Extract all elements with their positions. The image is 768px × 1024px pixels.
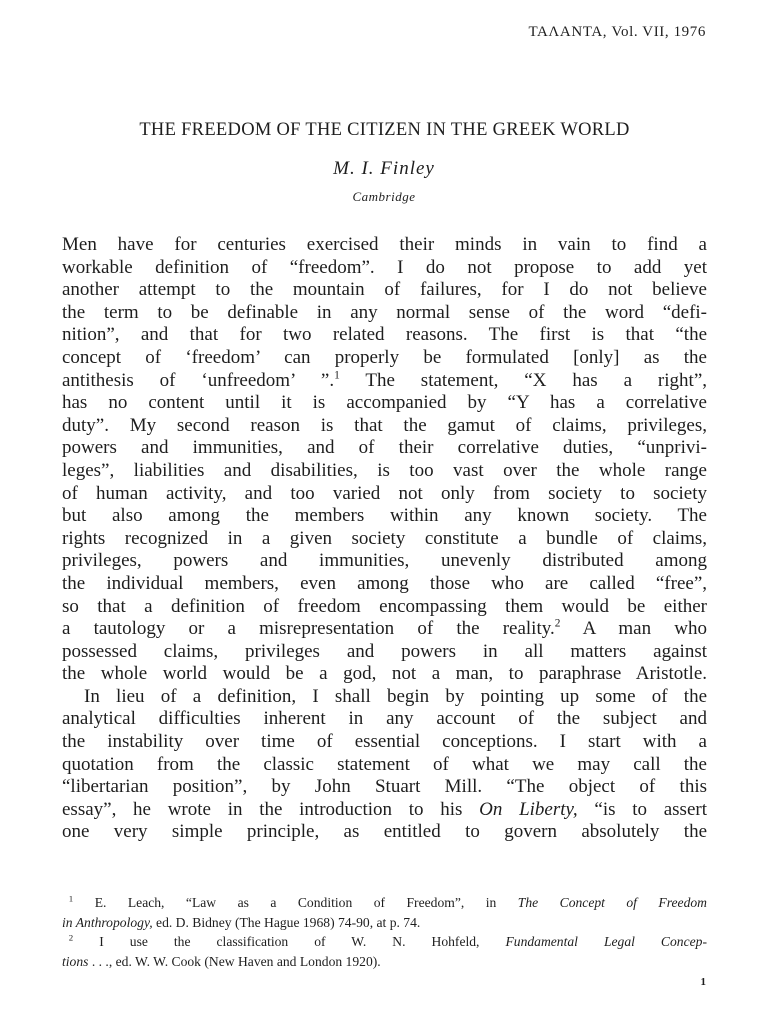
body-text-segment: The statement, “X has a right”, bbox=[339, 369, 707, 391]
body-line: has no content until it is accompanied by “Y has a correlative bbox=[62, 392, 707, 414]
footnote-1-number: 1 bbox=[68, 893, 74, 904]
footnote-2-book-title-cont: tions bbox=[62, 953, 89, 969]
body-line: of human activity, and too varied not only from society to society bbox=[62, 482, 707, 504]
body-line: one very simple principle, as entitled to govern absolutely the bbox=[62, 821, 707, 843]
body-line: powers and immunities, and of their correlative duties, “unprivi- bbox=[62, 437, 707, 459]
footnote-2-text: I use the classification of W. N. Hohfeld, bbox=[99, 934, 506, 949]
body-line: possessed claims, privileges and powers in all matters against bbox=[62, 640, 707, 662]
author-affiliation: Cambridge bbox=[352, 189, 416, 204]
footnote-reference[interactable]: 2 bbox=[554, 617, 561, 630]
footnote-1-text: E. Leach, “Law as a Condition of Freedom”, in bbox=[94, 895, 518, 910]
body-line: duty”. My second reason is that the gamut of claims, privileges, bbox=[62, 414, 707, 436]
footnote-1-book-title: The Concept of Freedom bbox=[517, 895, 707, 910]
body-text-segment: essay”, he wrote in the introduction to his bbox=[62, 798, 480, 820]
body-line: so that a definition of freedom encompassing them would be either bbox=[62, 595, 707, 617]
article-title: THE FREEDOM OF THE CITIZEN IN THE GREEK WORLD bbox=[139, 120, 630, 140]
body-line: Men have for centuries exercised their minds in vain to find a bbox=[62, 234, 707, 255]
body-line bbox=[62, 618, 707, 641]
body-line: the term to be definable in any normal sense of the word “defi- bbox=[62, 301, 707, 323]
body-line: “libertarian position”, by John Stuart Mill. “The object of this bbox=[62, 776, 707, 798]
body-line: another attempt to the mountain of failures, for I do not believe bbox=[62, 279, 707, 301]
article-body bbox=[62, 234, 707, 844]
body-line: privileges, powers and immunities, unevenly distributed among bbox=[62, 550, 707, 572]
book-title: On Liberty, bbox=[479, 798, 578, 820]
author-name: M. I. Finley bbox=[333, 158, 435, 179]
body-line: workable definition of “freedom”. I do not propose to add yet bbox=[62, 256, 707, 278]
footnote-2-line-2 bbox=[62, 952, 707, 972]
body-text-segment: antithesis of ‘unfreedom’ ”. bbox=[62, 369, 335, 391]
body-line: leges”, liabilities and disabilities, is too vast over the whole range bbox=[62, 459, 707, 481]
footnote-2-book-title: Fundamental Legal Concep- bbox=[505, 934, 707, 949]
footnote-2-line-1 bbox=[62, 932, 707, 952]
body-line: the individual members, even among those who are called “free”, bbox=[62, 572, 707, 594]
running-head: ΤΑΛΑΝΤΑ, Vol. VII, 1976 bbox=[528, 24, 706, 40]
footnote-1-citation: ed. D. Bidney (The Hague 1968) 74-90, at p. 74. bbox=[152, 914, 421, 930]
body-line: concept of ‘freedom’ can properly be formulated [only] as the bbox=[62, 346, 707, 368]
body-line: In lieu of a definition, I shall begin by pointing up some of the bbox=[84, 685, 707, 707]
body-text-segment: “is to assert bbox=[577, 798, 707, 820]
body-line: quotation from the classic statement of what we may call the bbox=[62, 753, 707, 775]
footnote-1-book-title-cont: in Anthropology, bbox=[62, 914, 153, 930]
body-line bbox=[62, 370, 707, 393]
body-line: analytical difficulties inherent in any account of the subject and bbox=[62, 708, 707, 730]
footnote-reference[interactable]: 1 bbox=[334, 369, 340, 382]
footnote-2-citation: . . ., ed. W. W. Cook (New Haven and London 1920). bbox=[88, 953, 381, 969]
page-number: 1 bbox=[700, 976, 706, 988]
body-text-segment: a tautology or a misrepresentation of the reality. bbox=[62, 618, 555, 640]
footnotes bbox=[62, 893, 707, 971]
footnote-1-line-1 bbox=[62, 893, 707, 913]
body-text-segment: A man who bbox=[560, 618, 707, 640]
footnote-2-number: 2 bbox=[68, 932, 74, 943]
body-line: but also among the members within any known society. The bbox=[62, 505, 707, 527]
body-line: the whole world would be a god, not a man, to paraphrase Aristotle. bbox=[62, 663, 707, 685]
body-line bbox=[62, 799, 707, 822]
body-line: nition”, and that for two related reasons. The first is that “the bbox=[62, 324, 707, 346]
footnote-1-line-2 bbox=[62, 913, 707, 933]
body-line: rights recognized in a given society constitute a bundle of claims, bbox=[62, 527, 707, 549]
body-line: the instability over time of essential conceptions. I start with a bbox=[62, 731, 707, 753]
